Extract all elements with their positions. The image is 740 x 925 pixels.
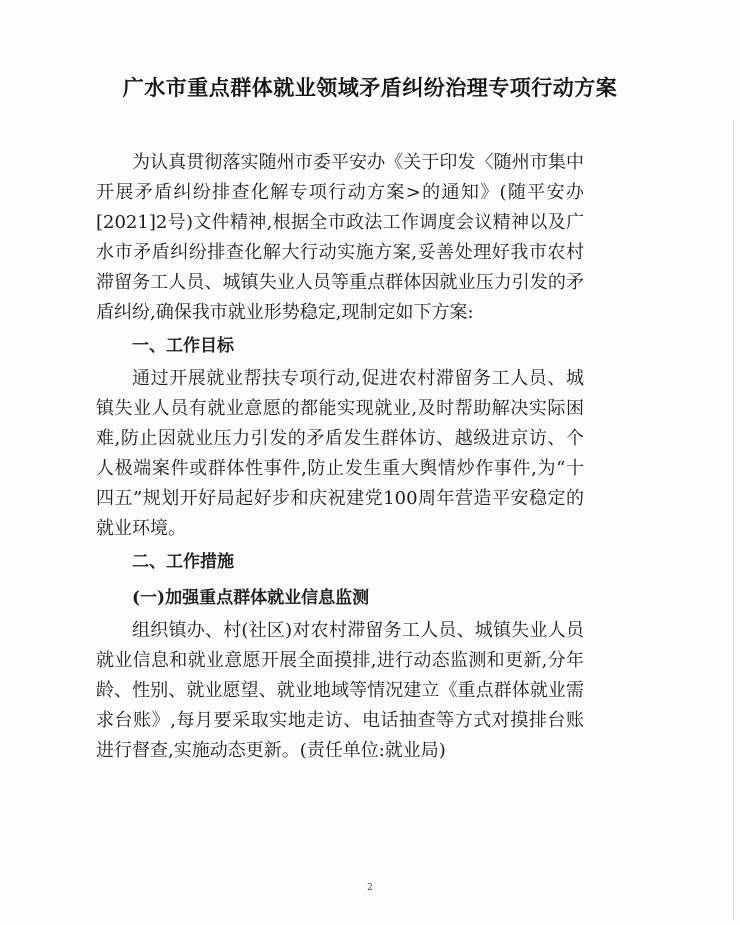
intro-paragraph: 为认真贯彻落实随州市委平安办《关于印发〈随州市集中开展矛盾纠纷排查化解专项行动方案>的通知》(随平安办[2021]2号)文件精神,根据全市政法工作调度会议精神以及广水市矛盾纠纷排查化解大行动实施方案,妥善处理好我市农村滞留务工人员、城镇失业人员等重点群体因就业压力引发的矛盾纠纷,确保我市就业形势稳定,现制定如下方案: (96, 152, 584, 323)
section-heading-measures: 二、工作措施 (132, 552, 234, 572)
document-body (96, 148, 584, 766)
goals-paragraph: 通过开展就业帮扶专项行动,促进农村滞留务工人员、城镇失业人员有就业意愿的都能实现就业,及时帮助解决实际困难,防止因就业压力引发的矛盾发生群体访、越级进京访、个人极端案件或群体性事件,防止发生重大舆情炒作事件,为“十四五”规划开好局起好步和庆祝建党100周年营造平安稳定的就业环境。 (96, 368, 584, 539)
monitoring-paragraph: 组织镇办、村(社区)对农村滞留务工人员、城镇失业人员就业信息和就业意愿开展全面摸排,进行动态监测和更新,分年龄、性别、就业愿望、就业地域等情况建立《重点群体就业需求台账》,每月要采取实地走访、电话抽查等方式对摸排台账进行督查,实施动态更新。(责任单位:就业局) (96, 620, 584, 761)
section-heading-goals: 一、工作目标 (132, 336, 234, 356)
scan-edge-divider (733, 120, 734, 920)
page-number: 2 (367, 883, 373, 893)
subsection-heading-monitoring: (一)加强重点群体就业信息监测 (132, 588, 370, 608)
document-title: 广水市重点群体就业领域矛盾纠纷治理专项行动方案 (122, 75, 618, 100)
